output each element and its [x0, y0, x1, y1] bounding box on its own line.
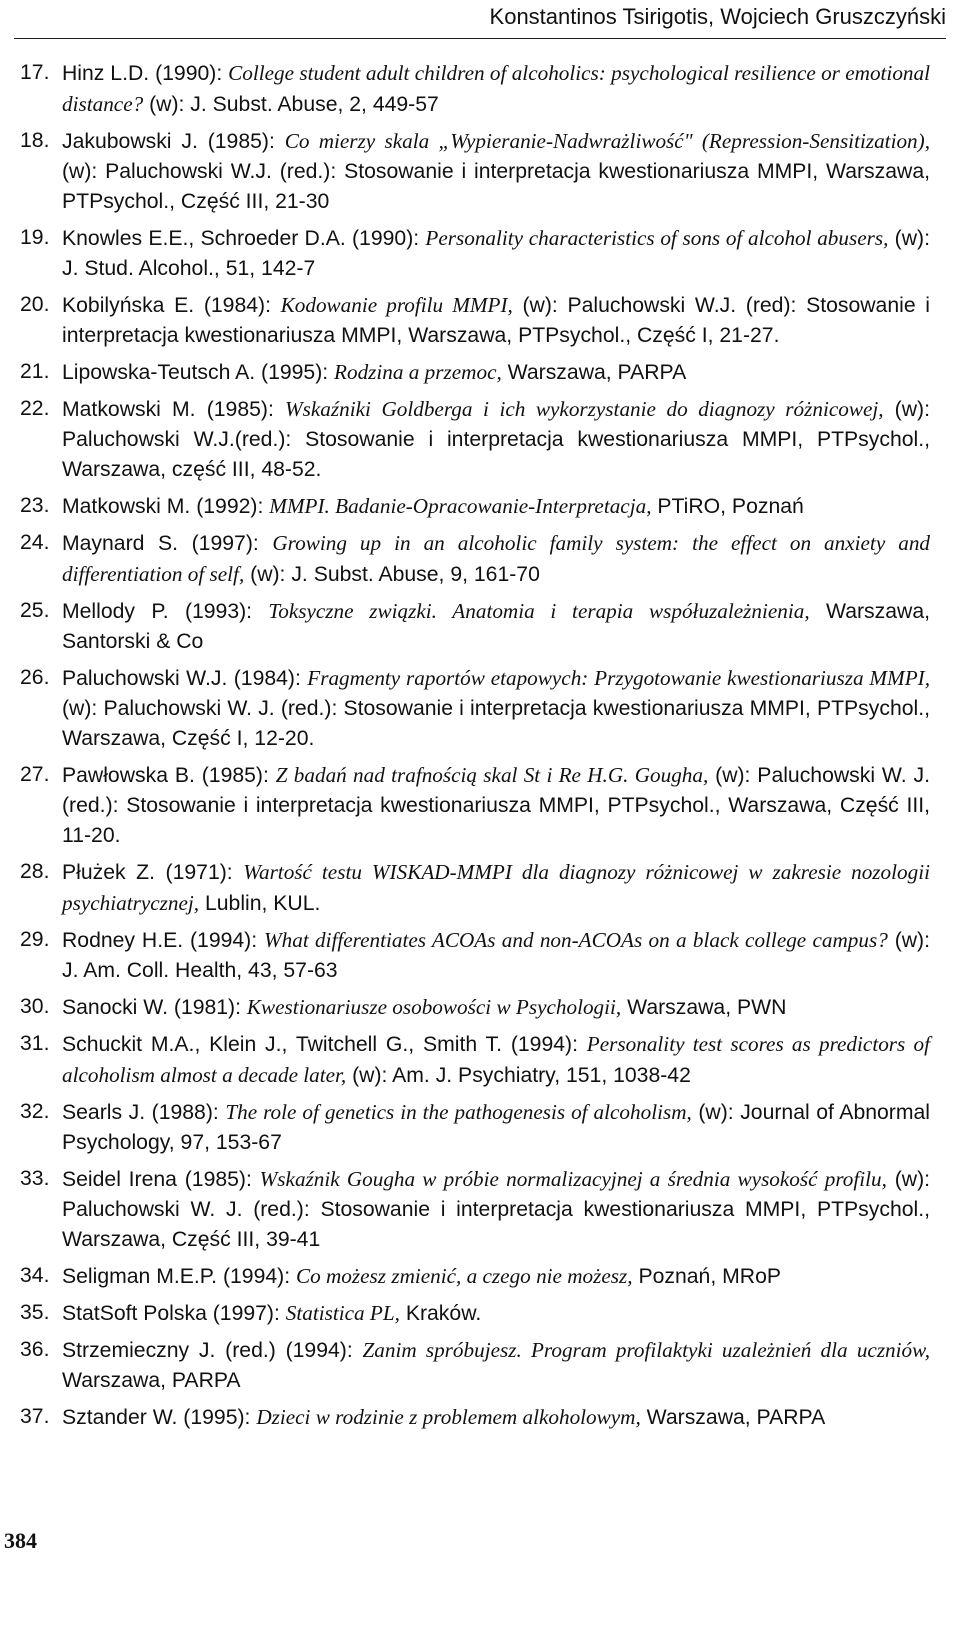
reference-author-year: Searls J. (1988): [62, 1101, 226, 1124]
reference-title: Personality characteristics of sons of alcohol abusers, [425, 226, 889, 250]
reference-title: Wskaźniki Goldberga i ich wykorzystanie do diagnozy różnicowej, [284, 397, 884, 421]
header-authors: Konstantinos Tsirigotis, Wojciech Gruszczyński [489, 4, 946, 29]
reference-number: 29. [20, 928, 50, 951]
reference-text [62, 1298, 930, 1329]
reference-author-year: Płużek Z. (1971): [62, 861, 244, 884]
reference-text [62, 491, 930, 522]
reference-author-year: Maynard S. (1997): [62, 532, 273, 555]
reference-author-year: Jakubowski J. (1985): [62, 130, 285, 153]
reference-title: Co możesz zmienić, a czego nie możesz, [295, 1264, 633, 1288]
reference-item [20, 663, 930, 754]
reference-author-year: Pawłowska B. (1985): [62, 764, 276, 787]
reference-number: 37. [20, 1405, 50, 1428]
reference-source: (w): Paluchowski W. J.(red.): Stosowanie i interpretacja kwestionariusza MMPI, PTPsychol., Warszawa, Część III, 11-20. [62, 764, 930, 847]
reference-item [20, 290, 930, 351]
reference-number: 21. [20, 360, 50, 383]
reference-text [62, 1164, 930, 1255]
reference-author-year: Strzemieczny J. (red.) (1994): [62, 1339, 363, 1362]
reference-title: Toksyczne związki. Anatomia i terapia współuzależnienia, [268, 599, 810, 623]
reference-author-year: Sanocki W. (1981): [62, 996, 247, 1019]
reference-source: (w): Am. J. Psychiatry, 151, 1038-42 [346, 1064, 691, 1087]
reference-number: 28. [20, 860, 50, 883]
reference-item [20, 596, 930, 657]
reference-number: 24. [20, 531, 50, 554]
reference-text [62, 58, 930, 120]
reference-item [20, 1164, 930, 1255]
reference-text [62, 857, 930, 919]
reference-source: (w): Paluchowski W. J. (red.): Stosowanie i interpretacja kwestionariusza MMPI, PTPsychol., Warszawa, Część I, 12-20. [62, 697, 930, 750]
reference-item [20, 1298, 930, 1329]
running-header [14, 4, 946, 39]
reference-source: Warszawa, PARPA [62, 1369, 241, 1392]
reference-item [20, 1261, 930, 1292]
reference-source: (w): J. Subst. Abuse, 9, 161-70 [244, 563, 540, 586]
reference-author-year: Kobilyńska E. (1984): [62, 294, 281, 317]
reference-author-year: Sztander W. (1995): [62, 1406, 257, 1429]
reference-item [20, 223, 930, 284]
reference-text [62, 925, 930, 986]
reference-title: The role of genetics in the pathogenesis of alcoholism, [225, 1100, 692, 1124]
reference-text [62, 1335, 930, 1396]
reference-number: 20. [20, 293, 50, 316]
reference-author-year: Lipowska-Teutsch A. (1995): [62, 361, 335, 384]
reference-author-year: Mellody P. (1993): [62, 600, 269, 623]
reference-item [20, 357, 930, 388]
reference-number: 19. [20, 226, 50, 249]
reference-number: 26. [20, 666, 50, 689]
reference-text [62, 1402, 930, 1433]
reference-number: 35. [20, 1301, 50, 1324]
reference-text [62, 760, 930, 851]
reference-number: 17. [20, 61, 50, 84]
reference-text [62, 596, 930, 657]
reference-source: Kraków. [399, 1302, 482, 1325]
reference-item [20, 760, 930, 851]
reference-number: 22. [20, 397, 50, 420]
reference-item [20, 857, 930, 919]
reference-author-year: Hinz L.D. (1990): [62, 62, 229, 85]
reference-title: Rodzina a przemoc, [334, 360, 502, 384]
reference-text [62, 394, 930, 485]
reference-source: (w): Paluchowski W.J. (red): Stosowanie i interpretacja kwestionariusza MMPI, Warszawa, PTPsychol., Część I, 21-27. [62, 294, 930, 347]
reference-source: Warszawa, Santorski & Co [62, 600, 930, 653]
reference-source: (w): J. Subst. Abuse, 2, 449-57 [143, 93, 439, 116]
reference-source: (w): J. Stud. Alcohol., 51, 142-7 [62, 227, 930, 280]
reference-item [20, 528, 930, 590]
reference-title: Wartość testu WISKAD-MMPI dla diagnozy różnicowej w zakresie nozologii psychiatrycznej, [62, 860, 930, 915]
reference-number: 32. [20, 1100, 50, 1123]
reference-author-year: Schuckit M.A., Klein J., Twitchell G., Smith T. (1994): [62, 1033, 587, 1056]
reference-number: 30. [20, 995, 50, 1018]
reference-text [62, 290, 930, 351]
reference-author-year: StatSoft Polska (1997): [62, 1302, 286, 1325]
reference-text [62, 1029, 930, 1091]
reference-title: What differentiates ACOAs and non-ACOAs on a black college campus? [264, 928, 888, 952]
reference-title: Statistica PL, [285, 1301, 400, 1325]
reference-source: (w): Paluchowski W. J. (red.): Stosowanie i interpretacja kwestionariusza MMPI, PTPsychol., Warszawa, Część III, 39-41 [62, 1168, 931, 1251]
reference-item [20, 126, 930, 217]
reference-number: 25. [20, 599, 50, 622]
reference-source: (w): J. Am. Coll. Health, 43, 57-63 [62, 929, 931, 982]
reference-source: (w): Journal of Abnormal Psychology, 97, 153-67 [62, 1101, 930, 1154]
reference-title: College student adult children of alcoholics: psychological resilience or emotional distance? [62, 61, 930, 116]
reference-title: Zanim spróbujesz. Program profilaktyki uzależnień dla uczniów, [362, 1338, 930, 1362]
reference-text [62, 357, 930, 388]
reference-number: 31. [20, 1032, 50, 1055]
reference-author-year: Rodney H.E. (1994): [62, 929, 264, 952]
reference-title: Wskaźnik Gougha w próbie normalizacyjnej a średnia wysokość profilu, [259, 1167, 887, 1191]
reference-title: Kodowanie profilu MMPI, [280, 293, 513, 317]
reference-item [20, 1335, 930, 1396]
reference-author-year: Matkowski M. (1992): [62, 495, 270, 518]
reference-number: 34. [20, 1264, 50, 1287]
reference-item [20, 491, 930, 522]
reference-title: Dzieci w rodzinie z problemem alkoholowym, [256, 1405, 641, 1429]
reference-item [20, 992, 930, 1023]
reference-item [20, 1097, 930, 1158]
reference-author-year: Paluchowski W.J. (1984): [62, 667, 308, 690]
reference-item [20, 58, 930, 120]
reference-text [62, 992, 930, 1023]
reference-source: Warszawa, PARPA [640, 1406, 826, 1429]
reference-title: Kwestionariusze osobowości w Psychologii, [246, 995, 622, 1019]
reference-text [62, 528, 930, 590]
reference-number: 18. [20, 129, 50, 152]
reference-source: PTiRO, Poznań [651, 495, 804, 518]
reference-item [20, 925, 930, 986]
reference-item [20, 394, 930, 485]
reference-source: Warszawa, PARPA [501, 361, 687, 384]
reference-number: 36. [20, 1338, 50, 1361]
reference-title: Personality test scores as predictors of alcoholism almost a decade later, [62, 1032, 930, 1087]
reference-item [20, 1402, 930, 1433]
reference-text [62, 126, 930, 217]
reference-number: 33. [20, 1167, 50, 1190]
reference-text [62, 223, 930, 284]
reference-author-year: Matkowski M. (1985): [62, 398, 285, 421]
reference-title: Growing up in an alcoholic family system: the effect on anxiety and differentiation of self, [62, 531, 931, 586]
reference-title: MMPI. Badanie-Opracowanie-Interpretacja, [269, 494, 652, 518]
reference-text [62, 663, 930, 754]
reference-source: Warszawa, PWN [621, 996, 787, 1019]
reference-text [62, 1261, 930, 1292]
reference-source: Lublin, KUL. [199, 892, 321, 915]
reference-source: Poznań, MRoP [632, 1265, 781, 1288]
reference-item [20, 1029, 930, 1091]
reference-number: 23. [20, 494, 50, 517]
reference-source: (w): Paluchowski W.J.(red.): Stosowanie i interpretacja kwestionariusza MMPI, PTPsychol., Warszawa, część III, 48-52. [62, 398, 930, 481]
reference-title: Co mierzy skala „Wypieranie-Nadwrażliwość" (Repression-Sensitization), [284, 129, 930, 153]
page-number: 384 [4, 1528, 37, 1553]
reference-author-year: Seligman M.E.P. (1994): [62, 1265, 296, 1288]
reference-text [62, 1097, 930, 1158]
reference-source: (w): Paluchowski W.J. (red.): Stosowanie i interpretacja kwestionariusza MMPI, Warszawa, PTPsychol., Część III, 21-30 [62, 160, 930, 213]
reference-number: 27. [20, 763, 50, 786]
reference-title: Fragmenty raportów etapowych: Przygotowanie kwestionariusza MMPI, [307, 666, 930, 690]
reference-list [20, 58, 930, 1439]
reference-author-year: Knowles E.E., Schroeder D.A. (1990): [62, 227, 426, 250]
reference-author-year: Seidel Irena (1985): [62, 1168, 260, 1191]
reference-title: Z badań nad trafnością skal St i Re H.G. Gougha, [275, 763, 709, 787]
